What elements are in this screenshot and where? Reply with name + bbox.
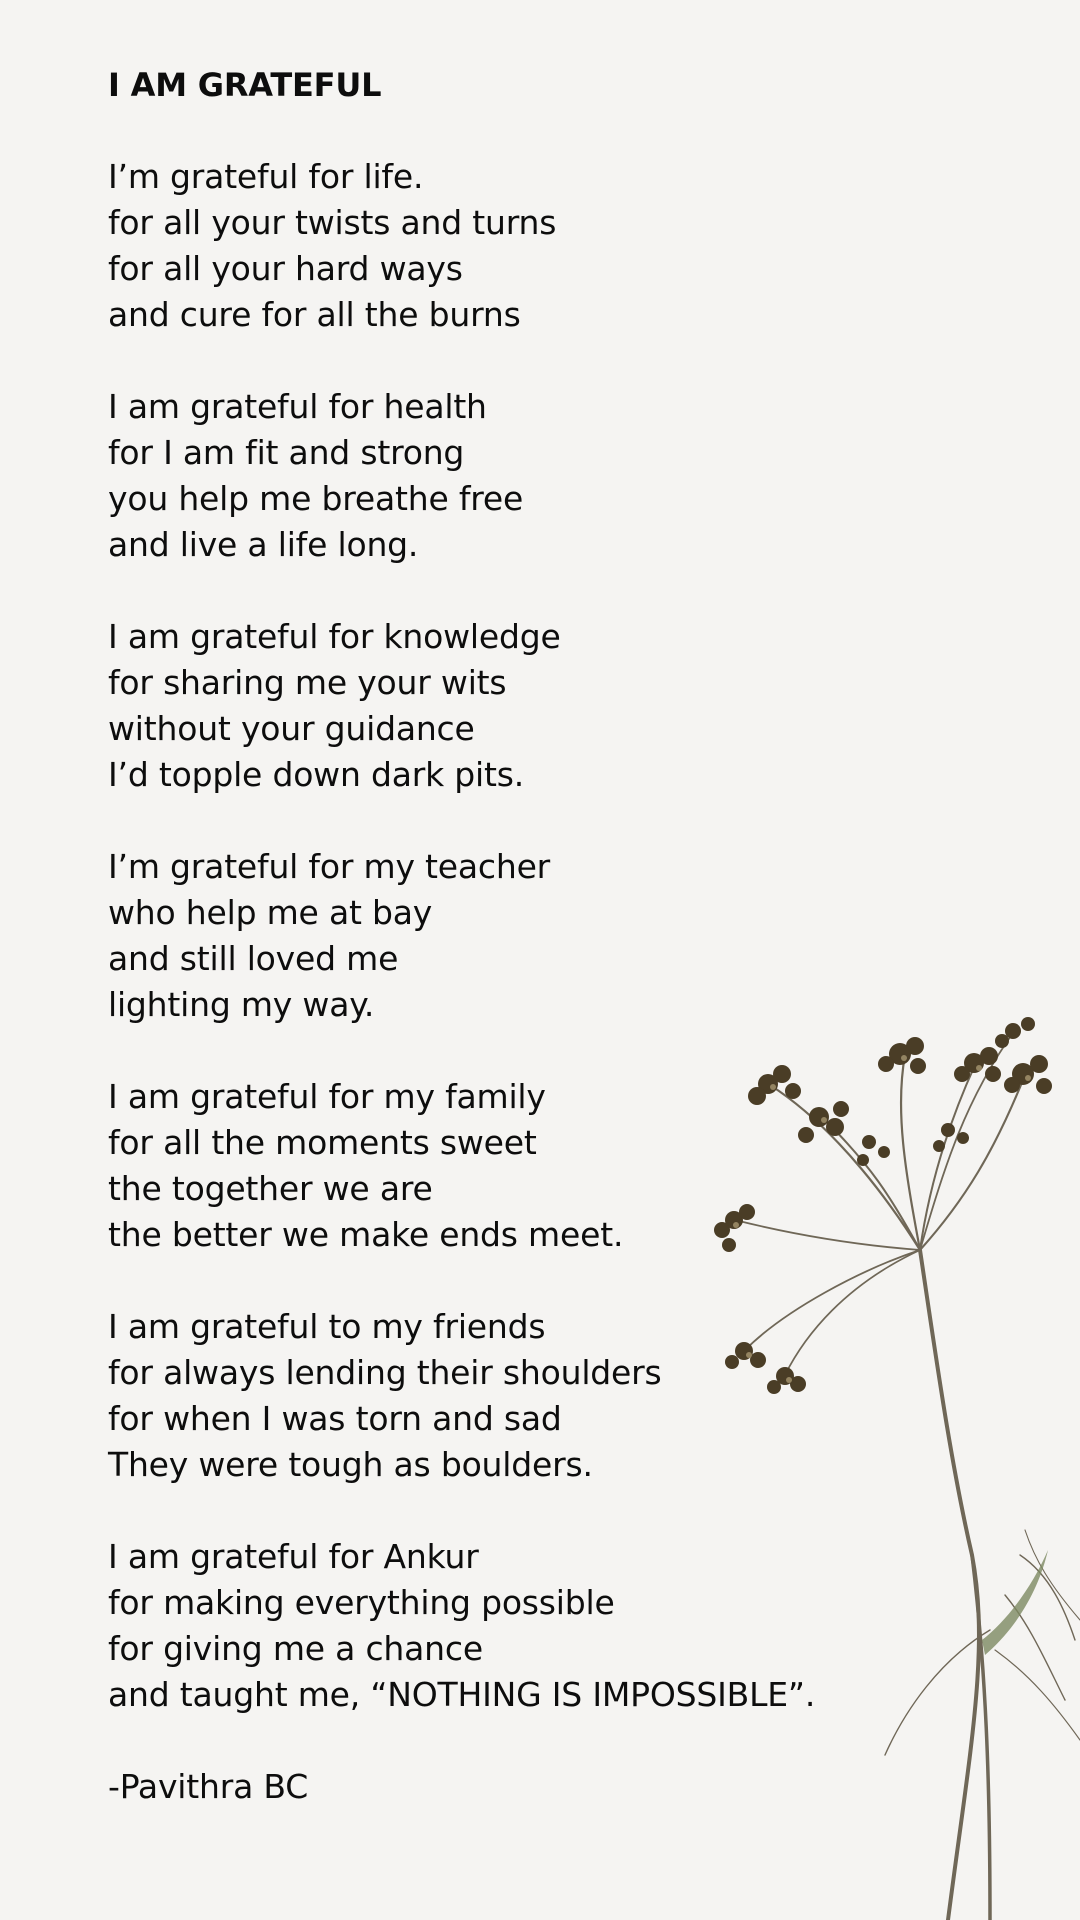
poem-line: and taught me, “NOTHING IS IMPOSSIBLE”. <box>108 1675 816 1714</box>
poem-signature: -Pavithra BC <box>108 1767 309 1806</box>
poem-line: for all the moments sweet <box>108 1123 537 1162</box>
poem-line: for sharing me your wits <box>108 663 507 702</box>
poem-line: I’m grateful for life. <box>108 157 424 196</box>
poem-line: They were tough as boulders. <box>108 1445 593 1484</box>
poem-line: the better we make ends meet. <box>108 1215 624 1254</box>
poem-line: you help me breathe free <box>108 479 524 518</box>
poem-line: for when I was torn and sad <box>108 1399 562 1438</box>
poem-line: and still loved me <box>108 939 399 978</box>
poem-line: for giving me a chance <box>108 1629 483 1668</box>
poem-line: I am grateful to my friends <box>108 1307 546 1346</box>
stanza-1 <box>108 154 968 338</box>
poem-line: for all your twists and turns <box>108 203 557 242</box>
poem-line: I am grateful for Ankur <box>108 1537 479 1576</box>
poem-title: I AM GRATEFUL <box>108 66 382 104</box>
poem-line: without your guidance <box>108 709 475 748</box>
poem-line: who help me at bay <box>108 893 433 932</box>
poem-line: for all your hard ways <box>108 249 463 288</box>
poem-line: I am grateful for knowledge <box>108 617 561 656</box>
poem-line: I’m grateful for my teacher <box>108 847 551 886</box>
poem-line: the together we are <box>108 1169 433 1208</box>
poem-line: I’d topple down dark pits. <box>108 755 525 794</box>
dried-flower-icon <box>690 1010 1080 1920</box>
poem-line: I am grateful for health <box>108 387 487 426</box>
poem-line: lighting my way. <box>108 985 375 1024</box>
poem-line: for always lending their shoulders <box>108 1353 662 1392</box>
stanza-4 <box>108 844 968 1028</box>
poem-line: and cure for all the burns <box>108 295 521 334</box>
poem-line: for I am fit and strong <box>108 433 465 472</box>
stanza-2 <box>108 384 968 568</box>
poem-line: and live a life long. <box>108 525 419 564</box>
stanza-3 <box>108 614 968 798</box>
poem-line: for making everything possible <box>108 1583 615 1622</box>
poem-line: I am grateful for my family <box>108 1077 546 1116</box>
